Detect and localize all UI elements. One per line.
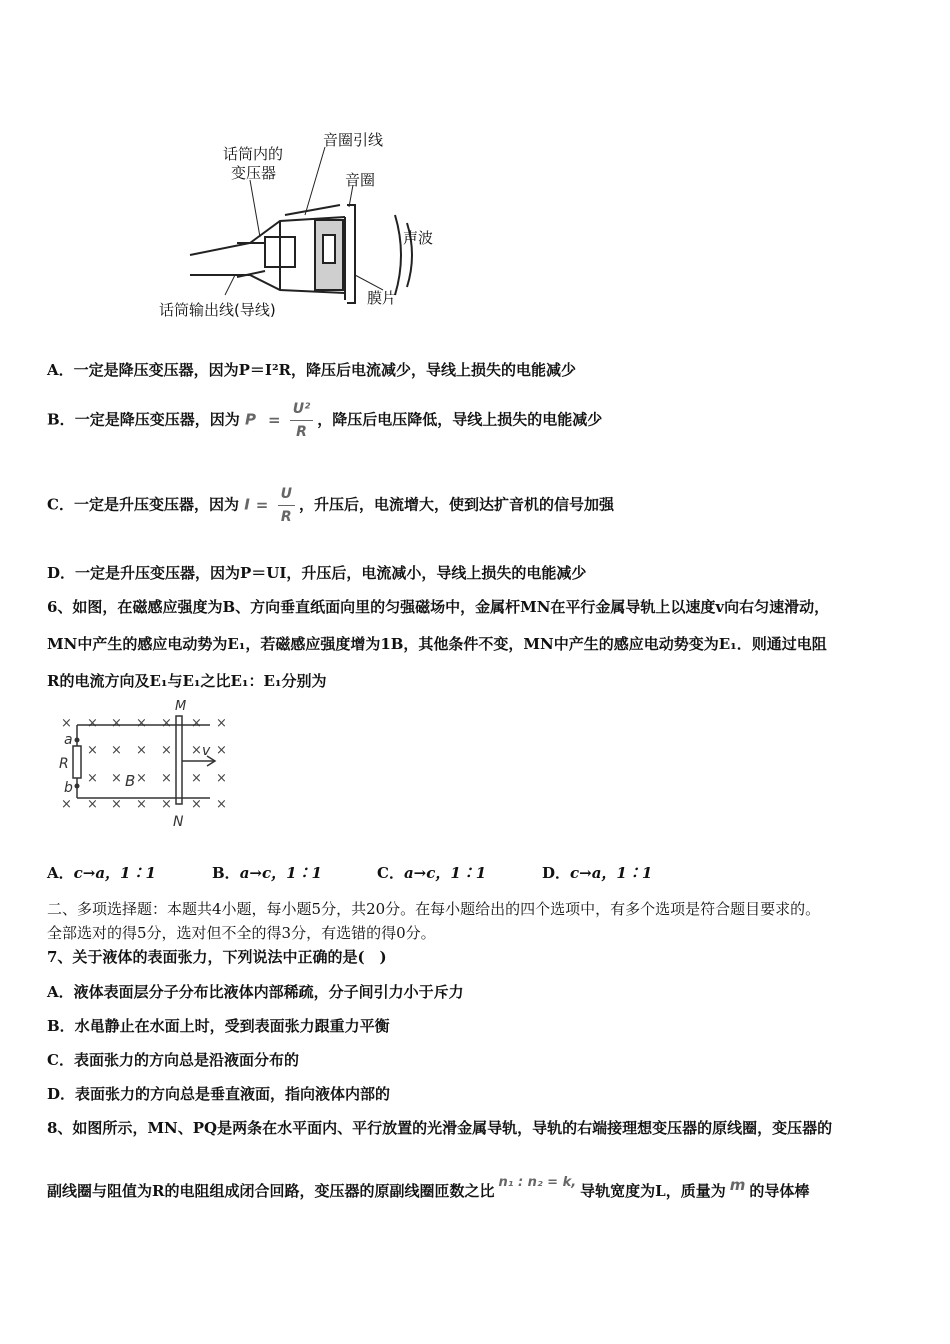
q8-line-2: 副线圈与阻值为R的电阻组成闭合回路，变压器的原副线圈匝数之比 n₁ : n₂ = k, 导轨宽度为L，质量为 m 的导体棒	[47, 1175, 810, 1200]
label-r: R	[59, 756, 69, 772]
label-coil-lead: 音圈引线	[323, 131, 384, 149]
q6-options: A．c→a，1∶1 B．a→c，1∶1 C．a→c，1∶1 D．c→a，1∶1	[47, 864, 653, 882]
q8-line-1: 8、如图所示，MN、PQ是两条在水平面内、平行放置的光滑金属导轨，导轨的右端接理想变压器的原线圈，变压器的	[47, 1119, 833, 1137]
field-cross: ×	[87, 771, 98, 786]
field-cross: ×	[191, 797, 202, 812]
field-cross: ×	[87, 743, 98, 758]
field-cross: ×	[136, 716, 147, 731]
label-output: 话筒输出线(导线)	[159, 301, 276, 319]
label-b: b	[64, 780, 73, 796]
field-cross: ×	[216, 797, 227, 812]
q7-option-c: C．表面张力的方向总是沿液面分布的	[47, 1051, 299, 1069]
q5-option-b: B．一定是降压变压器，因为 P = $\frac{\text{U²}}{R}$ ，降压后电压降低，导线上损失的电能减少	[47, 398, 602, 443]
section2-line-1: 二、多项选择题：本题共4小题，每小题5分，共20分。在每小题给出的四个选项中，有多个选项是符合题目要求的。	[47, 900, 821, 918]
field-cross: ×	[191, 716, 202, 731]
label-n: N	[173, 814, 184, 830]
q5-option-c: C．一定是升压变压器，因为 I = $\frac{U}{R}$ ，升压后，电流增大，使到达扩音机的信号加强	[47, 483, 614, 528]
field-cross: ×	[111, 716, 122, 731]
label-v: v	[202, 743, 211, 759]
field-cross: ×	[136, 771, 147, 786]
label-m: M	[175, 699, 187, 714]
q7-stem: 7、关于液体的表面张力，下列说法中正确的是( )	[47, 948, 387, 966]
label-b-field: B	[125, 772, 136, 790]
field-cross: ×	[216, 743, 227, 758]
circuit-figure	[55, 698, 240, 833]
label-diaphragm: 膜片	[367, 289, 398, 307]
field-cross: ×	[111, 771, 122, 786]
field-cross: ×	[136, 797, 147, 812]
field-cross: ×	[87, 797, 98, 812]
q5-option-a: A．一定是降压变压器，因为P＝I²R，降压后电流减少，导线上损失的电能减少	[47, 361, 577, 379]
field-cross: ×	[111, 743, 122, 758]
q6-line-2: MN中产生的感应电动势为E₁，若磁感应强度增为1B，其他条件不变，MN中产生的感应电动势变为E₁．则通过电阻	[47, 635, 827, 653]
field-cross: ×	[161, 716, 172, 731]
field-cross: ×	[161, 797, 172, 812]
label-transformer-2: 变压器	[231, 164, 277, 182]
q7-option-b: B．水黾静止在水面上时，受到表面张力跟重力平衡	[47, 1017, 390, 1035]
field-cross: ×	[87, 716, 98, 731]
label-transformer-1: 话筒内的	[223, 145, 284, 163]
field-cross: ×	[191, 771, 202, 786]
field-cross: ×	[191, 743, 202, 758]
field-cross: ×	[136, 743, 147, 758]
q6-line-3: R的电流方向及E₁与E₁之比E₁：E₁分别为	[47, 672, 327, 690]
label-a: a	[64, 732, 73, 748]
field-cross: ×	[216, 771, 227, 786]
microphone-figure	[155, 125, 455, 325]
label-coil: 音圈	[345, 171, 376, 189]
field-cross: ×	[161, 743, 172, 758]
field-cross: ×	[161, 771, 172, 786]
q6-line-1: 6、如图，在磁感应强度为B、方向垂直纸面向里的匀强磁场中，金属杆MN在平行金属导轨上以速度v向右匀速滑动，	[47, 598, 830, 616]
q7-option-a: A．液体表面层分子分布比液体内部稀疏，分子间引力小于斥力	[47, 983, 464, 1001]
section2-line-2: 全部选对的得5分，选对但不全的得3分，有选错的得0分。	[47, 924, 436, 942]
q5-option-d: D．一定是升压变压器，因为P＝UI，升压后，电流减小，导线上损失的电能减少	[47, 564, 587, 582]
q7-option-d: D．表面张力的方向总是垂直液面，指向液体内部的	[47, 1085, 391, 1103]
field-cross: ×	[61, 716, 72, 731]
label-sound: 声波	[403, 229, 434, 247]
field-cross: ×	[216, 716, 227, 731]
field-cross: ×	[61, 797, 72, 812]
field-cross: ×	[111, 797, 122, 812]
